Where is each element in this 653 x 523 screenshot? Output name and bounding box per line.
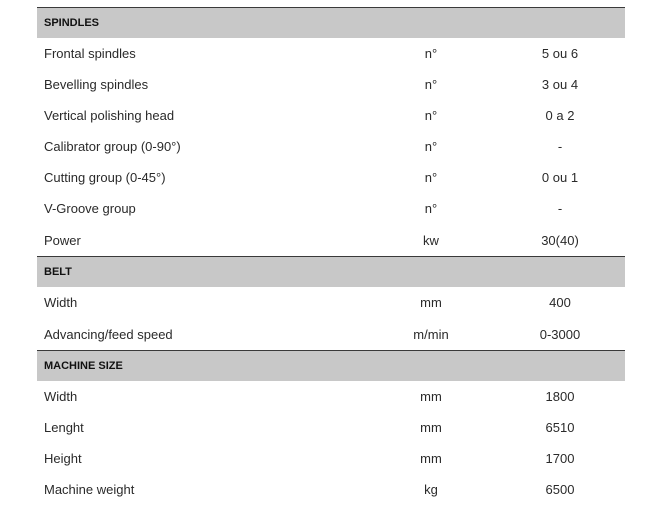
row-value: 5 ou 6 — [541, 46, 579, 61]
table-row — [37, 474, 625, 505]
table-row — [37, 38, 625, 69]
row-unit: n° — [424, 77, 438, 92]
table-row — [37, 412, 625, 443]
row-label: Bevelling spindles — [44, 77, 149, 92]
row-label: Machine weight — [44, 482, 135, 497]
row-label: Width — [44, 295, 78, 310]
row-unit: kg — [424, 482, 438, 497]
row-unit: mm — [420, 389, 442, 404]
table-row — [37, 287, 625, 318]
row-unit: mm — [420, 295, 442, 310]
row-value: 1700 — [545, 451, 575, 466]
table-row — [37, 100, 625, 131]
row-label: Cutting group (0-45°) — [44, 170, 166, 185]
section-header-belt — [37, 256, 625, 287]
table-row — [37, 224, 625, 256]
table-row — [37, 318, 625, 350]
spec-table — [37, 7, 625, 505]
row-label: Height — [44, 451, 82, 466]
table-row — [37, 443, 625, 474]
row-unit: kw — [423, 232, 439, 248]
row-unit: n° — [424, 46, 438, 61]
section-header-spindles — [37, 7, 625, 38]
table-row — [37, 69, 625, 100]
section-header-machine-size — [37, 350, 625, 381]
row-unit: n° — [424, 108, 438, 123]
row-value: 0 ou 1 — [541, 170, 579, 185]
row-value: 30(40) — [541, 232, 579, 248]
row-unit: n° — [424, 170, 438, 185]
row-unit: n° — [424, 139, 438, 154]
row-label: Frontal spindles — [44, 46, 136, 61]
section-title: SPINDLES — [44, 17, 100, 29]
row-value: 1800 — [545, 389, 575, 404]
row-unit: mm — [420, 451, 442, 466]
row-value: 400 — [549, 295, 571, 310]
table-row — [37, 131, 625, 162]
section-title: MACHINE SIZE — [44, 360, 123, 372]
row-label: Advancing/feed speed — [44, 326, 173, 342]
row-label: Lenght — [44, 420, 84, 435]
row-value: - — [557, 139, 563, 154]
row-label: Calibrator group (0-90°) — [44, 139, 181, 154]
row-label: Width — [44, 389, 78, 404]
table-row — [37, 381, 625, 412]
row-value: 0 a 2 — [545, 108, 575, 123]
section-title: BELT — [44, 266, 72, 278]
row-unit: n° — [424, 201, 438, 216]
row-value: 6510 — [545, 420, 575, 435]
row-value: - — [557, 201, 563, 216]
row-label: V-Groove group — [44, 201, 136, 216]
row-label: Vertical polishing head — [44, 108, 175, 123]
row-value: 0-3000 — [539, 326, 581, 342]
row-label: Power — [44, 232, 81, 248]
row-unit: mm — [420, 420, 442, 435]
table-row — [37, 162, 625, 193]
table-row — [37, 193, 625, 224]
row-value: 3 ou 4 — [541, 77, 579, 92]
row-unit: m/min — [413, 326, 449, 342]
row-value: 6500 — [545, 482, 575, 497]
